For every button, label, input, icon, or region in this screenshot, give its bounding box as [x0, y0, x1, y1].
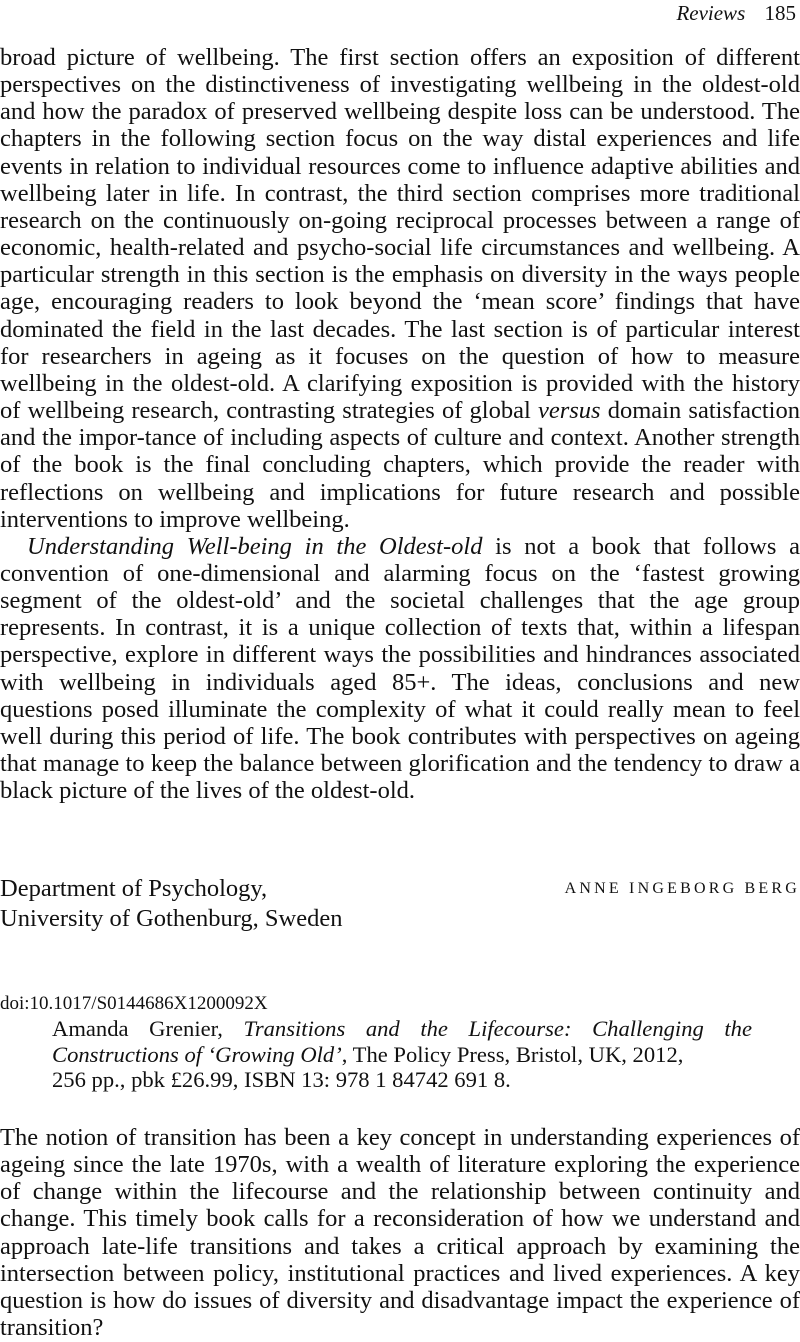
citation-line: [52, 1016, 752, 1042]
review-body: [0, 1124, 800, 1341]
review-paragraph: The notion of transition has been a key concept in understanding experiences of ageing since the late 1970s, with a wealth of literature exploring the experience of change within the lifecourse and the relationship between continuity and change. This timely book calls for a reconsideration of how we understand and approach late-life transitions and takes a critical approach by examining the intersection between policy, institutional practices and lived experiences. A key question is how do issues of diversity and disadvantage impact the experience of transition?: [0, 1124, 800, 1342]
doi-link[interactable]: doi:10.1017/S0144686X1200092X: [0, 993, 268, 1014]
book-citation: [52, 1016, 752, 1093]
review-body-continued: [0, 44, 800, 804]
emphasis-versus: versus: [537, 397, 601, 425]
affiliation-institution: University of Gothenburg, Sweden: [0, 905, 343, 932]
reviewer-name: ANNE INGEBORG BERG: [564, 880, 800, 897]
citation-publisher: , The Policy Press, Bristol, UK, 2012,: [341, 1041, 684, 1067]
review-paragraph: broad picture of wellbeing. The first section offers an exposition of different perspectives on the distinctiveness of investigating wellbeing in the oldest-old and how the paradox of preserved wellbeing despite loss can be understood. The chapters in the following section focus on the way distal experiences and life events in relation to individual resources come to influence adaptive abilities and wellbeing later in life. In contrast, the third section comprises more traditional research on the continuously on-going reciprocal processes between a range of economic, health-related and psycho-social life circumstances and wellbeing. A particular strength in this section is the emphasis on diversity in the ways people age, encouraging readers to look beyond the ‘mean score’ findings that have dominated the field in the last decades. The last section is of particular interest for researchers in ageing as it focuses on the question of how to measure wellbeing in the oldest-old. A clarifying exposition is provided with the history of wellbeing research, contrasting strategies of global versus domain satisfaction and the impor-tance of including aspects of culture and context. Another strength of the book is the final concluding chapters, which provide the reader with reflections on wellbeing and implications for future research and possible interventions to improve wellbeing.: [0, 44, 800, 533]
citation-details: 256 pp., pbk £26.99, ISBN 13: 978 1 84742 691 8.: [52, 1067, 511, 1092]
review-paragraph: Understanding Well-being in the Oldest-old is not a book that follows a convention of one-dimensional and alarming focus on the ‘fastest growing segment of the oldest-old’ and the societal challenges that the age group represents. In contrast, it is a unique collection of texts that, within a lifespan perspective, explore in different ways the possibilities and hindrances associated with wellbeing in individuals aged 85+. The ideas, conclusions and new questions posed illuminate the complexity of what it could really mean to feel well during this period of life. The book contributes with perspectives on ageing that manage to keep the balance between glorification and the tendency to draw a black picture of the lives of the oldest-old.: [0, 532, 800, 805]
reviewer-affiliation: [0, 874, 343, 934]
citation-author: Amanda Grenier,: [52, 1016, 223, 1041]
citation-title-cont: Constructions of ‘Growing Old’: [52, 1041, 342, 1067]
running-head: [676, 0, 796, 26]
book-title: Understanding Well-being in the Oldest-old: [27, 532, 483, 560]
citation-title: Transitions and the Lifecourse: Challenging the: [243, 1016, 752, 1041]
page-number: 185: [764, 1, 796, 25]
running-title: Reviews: [676, 1, 746, 25]
citation-line: [52, 1042, 752, 1068]
affiliation-department: Department of Psychology,: [0, 875, 268, 902]
